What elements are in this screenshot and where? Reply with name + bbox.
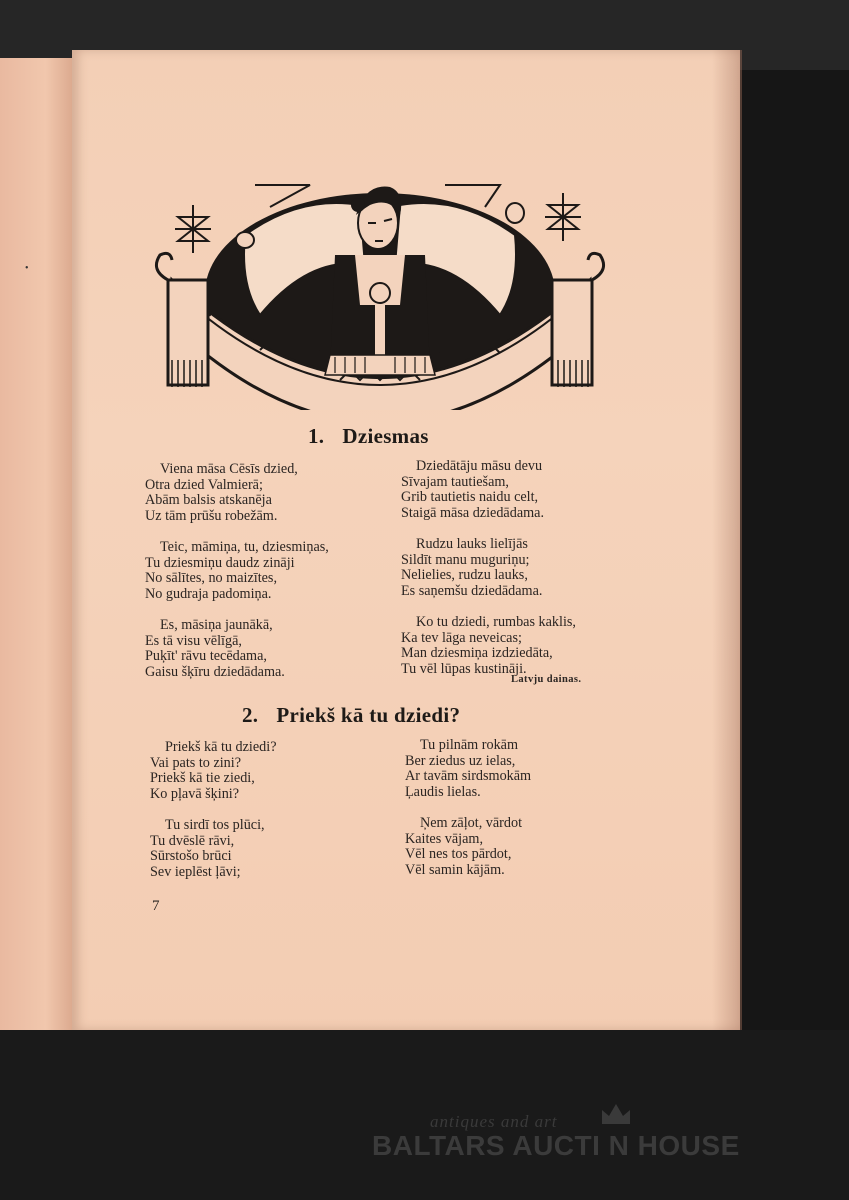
- verse-line: Ko pļavā šķini?: [150, 785, 240, 802]
- verse-line: Staigā māsa dziedādama.: [401, 504, 544, 521]
- section-2-title: Priekš kā tu dziedi?: [276, 703, 461, 727]
- stanza: [401, 537, 576, 599]
- verse-line: Rudzu lauks lielījās: [416, 536, 528, 552]
- verse-line: Ņem zāļot, vārdot: [420, 815, 523, 831]
- verse-line: Kaites vājam,: [405, 830, 484, 847]
- verse-line: Es saņemšu dziedādama.: [401, 582, 543, 599]
- verse-line: Tu dziesmiņu daudz zināji: [145, 554, 295, 571]
- verse-line: Nelielies, rudzu lauks,: [401, 567, 528, 583]
- stanza: [145, 618, 329, 680]
- watermark-tagline: antiques and art: [430, 1112, 558, 1131]
- section-1-left-column: [145, 462, 329, 696]
- stanza: [145, 462, 329, 524]
- verse-line: Tu dvēslē rāvi,: [150, 832, 235, 849]
- verse-line: Ber ziedus uz ielas,: [405, 752, 516, 769]
- stanza: [405, 816, 531, 878]
- stanza: [150, 818, 277, 880]
- stanza: [401, 459, 576, 521]
- verse-line: Sildīt manu muguriņu;: [401, 551, 530, 568]
- verse-line: Abām balsis atskanēja: [145, 492, 272, 508]
- verse-line: Ar tavām sirdsmokām: [405, 768, 532, 784]
- source-attribution: Latvju dainas.: [511, 674, 582, 685]
- verse-line: Ka tev lāga neveicas;: [401, 629, 522, 646]
- section-1-title: Dziesmas: [342, 424, 429, 448]
- section-1-heading: [308, 424, 429, 449]
- verse-line: Viena māsa Cēsīs dzied,: [160, 461, 298, 477]
- stanza: [145, 540, 329, 602]
- verse-line: Man dziesmiņa izdziedāta,: [401, 645, 553, 661]
- verse-line: Tu vēl lūpas kustināji.: [401, 660, 527, 677]
- verse-line: Priekš kā tie ziedi,: [150, 770, 255, 786]
- page-number: 7: [152, 898, 160, 914]
- verse-line: No sālītes, no maizītes,: [145, 570, 277, 586]
- background-bottom: [0, 1030, 849, 1200]
- crown-logo-icon: [598, 1100, 634, 1132]
- stanza: [401, 615, 576, 677]
- verse-line: Gaisu šķīru dziedādama.: [145, 663, 285, 680]
- verse-line: Es tā visu vēlīgā,: [145, 632, 242, 649]
- verse-line: Sīvajam tautiešam,: [401, 473, 509, 490]
- verse-line: Dziedātāju māsu devu: [416, 458, 543, 474]
- verse-line: Vai pats to zini?: [150, 754, 242, 771]
- verse-line: Es, māsiņa jaunākā,: [160, 617, 273, 633]
- section-1-number: 1.: [308, 424, 325, 448]
- verse-line: Uz tām prūšu robežām.: [145, 507, 278, 524]
- section-2-left-column: [150, 740, 277, 896]
- folk-woman-illustration: [150, 175, 610, 410]
- stanza: [150, 740, 277, 802]
- section-2-heading: [242, 703, 460, 728]
- section-2-right-column: [405, 738, 531, 894]
- page-mark: •: [25, 263, 29, 274]
- verse-line: Vēl nes tos pārdot,: [405, 846, 512, 862]
- verse-line: Teic, māmiņa, tu, dziesmiņas,: [160, 539, 329, 555]
- verse-line: Tu sirdī tos plūci,: [165, 817, 265, 833]
- verse-line: No gudraja padomiņa.: [145, 585, 272, 602]
- left-page-edge: [0, 58, 77, 1030]
- section-2-number: 2.: [242, 703, 259, 727]
- verse-line: Ko tu dziedi, rumbas kaklis,: [416, 614, 576, 630]
- verse-line: Sev ieplēst ļāvi;: [150, 863, 241, 880]
- section-1-right-column: [401, 459, 576, 693]
- verse-line: Ļaudis lielas.: [405, 783, 481, 800]
- verse-line: Sūrstošo brūci: [150, 848, 232, 864]
- verse-line: Priekš kā tu dziedi?: [165, 739, 277, 755]
- verse-line: Otra dzied Valmierā;: [145, 476, 263, 493]
- verse-line: Vēl samin kājām.: [405, 861, 505, 878]
- watermark-name: BALTARS AUCTI N HOUSE: [372, 1130, 740, 1161]
- verse-line: Puķīt' rāvu tecēdama,: [145, 648, 267, 664]
- verse-line: Tu pilnām rokām: [420, 737, 519, 753]
- page-edge-shadow: [712, 50, 742, 1030]
- stanza: [405, 738, 531, 800]
- verse-line: Grib tautietis naidu celt,: [401, 489, 539, 505]
